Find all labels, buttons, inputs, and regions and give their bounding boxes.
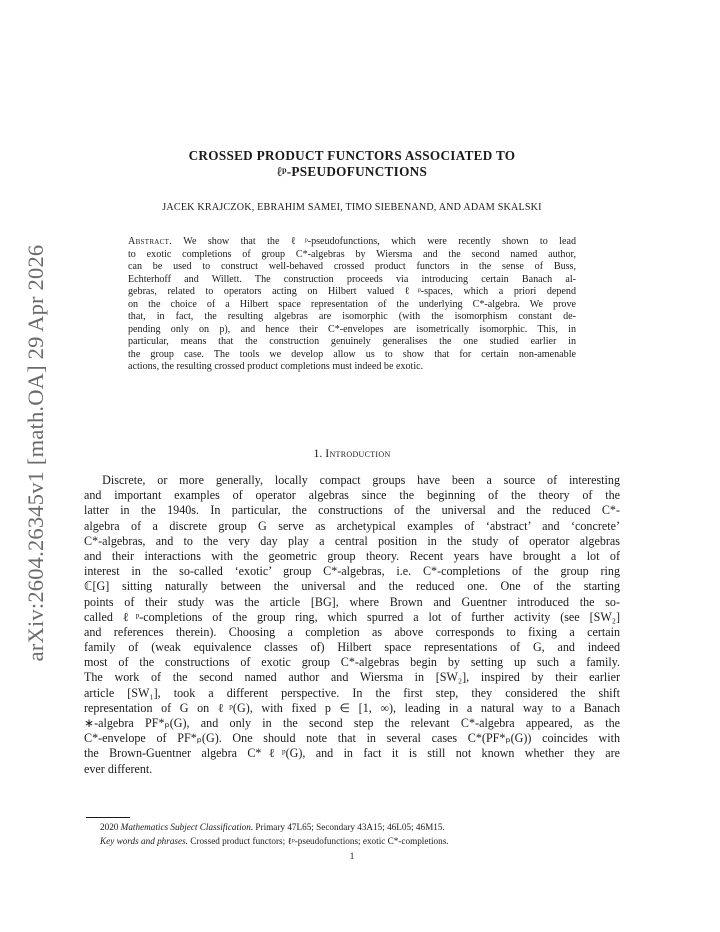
section-heading	[84, 446, 620, 461]
body-line: family of (weak equivalence classes of) Hilbert space representations of G, and indeed	[84, 640, 620, 655]
body-line: C*-envelope of PF*ₚ(G). One should note that in several cases C*(PF*ₚ(G)) coincides with	[84, 731, 620, 746]
abstract-line: actions, the resulting crossed product completions must indeed be exotic.	[128, 361, 424, 373]
msc-label: Mathematics Subject Classification.	[120, 822, 254, 832]
arxiv-identifier-stamp	[22, 243, 50, 663]
body-line: and references therein). Choosing a completion as above corresponds to fixing a certain	[84, 624, 620, 639]
body-line: and important examples of operator algebras since the beginning of the theory of the	[84, 488, 620, 503]
section-title: Introduction	[325, 446, 391, 460]
body-line: latter in the 1940s. In particular, the constructions of the universal and the reduced C*-	[84, 503, 620, 518]
body-line: the Brown-Guentner algebra C*ℓᵖ(G), and in fact it is still not known whether they are	[84, 746, 620, 761]
abstract-line: can be used to construct well-behaved crossed product functors in the sense of Buss,	[128, 261, 576, 273]
body-line: The work of the second named author and Wiersma in [SW₂], inspired by their earlier	[84, 670, 620, 685]
abstract-line: to exotic completions of group C*-algebras by Wiersma and the second named author,	[128, 248, 576, 260]
body-line: most of the constructions of exotic group C*-algebras begin by setting up such a family.	[84, 655, 620, 670]
arxiv-stamp-text: arXiv:2604.26345v1 [math.OA] 29 Apr 2026	[23, 244, 48, 662]
body-line: ever different.	[84, 761, 153, 776]
body-line: Discrete, or more generally, locally compact groups have been a source of interesting	[84, 473, 620, 487]
body-line: and their interactions with the geometric group theory. Recent years have brought a lot of	[84, 548, 620, 563]
footnote-keywords	[100, 836, 620, 846]
abstract-line: pending only on p), and hence their C*-envelopes are isometrically isomorphic. This, in	[128, 323, 576, 335]
body-line: article [SW₁], took a different perspective. In the first step, they considered the shift	[84, 685, 620, 700]
footnote-msc	[100, 822, 620, 832]
keywords-label: Key words and phrases.	[100, 836, 188, 846]
abstract-line: gebras, related to operators acting on Hilbert valued ℓᵖ-spaces, which a priori depend	[128, 286, 576, 298]
body-text	[84, 473, 620, 777]
abstract-label: Abstract.	[128, 236, 173, 247]
abstract-line: Echterhoff and Willett. The construction proceeds via introducing certain Banach al-	[128, 273, 576, 285]
page-number: 1	[349, 851, 355, 861]
abstract	[128, 236, 576, 374]
footnote-rule	[86, 817, 130, 818]
body-line: points of their study was the article [BG], where Brown and Guentner introduced the so-	[84, 594, 620, 609]
body-line: representation of G on ℓᵖ(G), with fixed p ∈ [1, ∞), leading in a natural way to a Banach	[84, 700, 620, 715]
keywords-text: Crossed product functors; ℓᵖ-pseudofunctions; exotic C*-completions.	[190, 836, 449, 846]
abstract-line: the group case. The tools we develop allow us to show that for certain non-amenable	[128, 348, 576, 360]
body-line: interest in the so-called ‘exotic’ group C*-algebras, i.e. C*-completions of the group ring	[84, 564, 620, 579]
title-line-2: ℓᵖ-PSEUDOFUNCTIONS	[276, 164, 428, 179]
body-line: ∗-algebra PF*ₚ(G), and only in the second step the relevant C*-algebra appeared, as the	[84, 716, 620, 730]
paper-title	[84, 148, 620, 180]
body-line: called ℓᵖ-completions of the group ring, which spurred a lot of further activity (see [SW₂]	[84, 609, 620, 624]
abstract-line: that, in fact, the resulting algebras are isomorphic (with the isomorphism constant de-	[128, 311, 576, 323]
abstract-line: particular, means that the construction genuinely generalises the one studied earlier in	[128, 336, 576, 348]
msc-year: 2020	[100, 822, 119, 832]
body-line: ℂ[G] sitting naturally between the universal and the reduced one. One of the starting	[84, 579, 620, 594]
body-line: C*-algebras, and to the very day play a central position in the study of operator algebras	[84, 533, 620, 548]
body-line: algebra of a discrete group G serve as archetypical examples of ‘abstract’ and ‘concrete’	[84, 518, 620, 533]
author-list: JACEK KRAJCZOK, EBRAHIM SAMEI, TIMO SIEBENAND, AND ADAM SKALSKI	[162, 202, 542, 213]
msc-text: Primary 47L65; Secondary 43A15; 46L05; 46M15.	[255, 822, 445, 832]
title-line-1: CROSSED PRODUCT FUNCTORS ASSOCIATED TO	[188, 148, 516, 163]
abstract-line: Abstract. We show that the ℓᵖ-pseudofunctions, which were recently shown to lead	[128, 236, 576, 247]
abstract-line: on the choice of a Hilbert space representation of the underlying C*-algebra. We prove	[128, 298, 576, 310]
section-number: 1.	[313, 446, 323, 460]
